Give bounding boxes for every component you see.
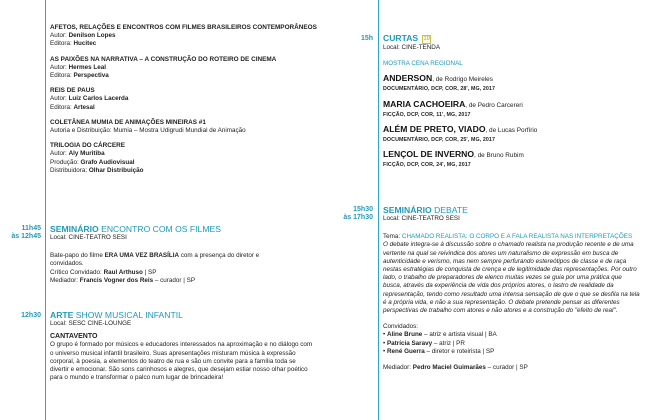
detail-value: Hucitec — [73, 40, 97, 48]
detail-value: Artesal — [73, 103, 95, 111]
film-meta: FICÇÃO, DCP, COR, 11', MG, 2017 — [383, 111, 471, 118]
bullet-icon: • — [383, 331, 387, 339]
seminario-section — [50, 224, 370, 285]
film-title: ANDERSON — [383, 73, 433, 84]
film-director: , de Pedro Carcereri — [465, 101, 523, 109]
detail-label: Autor: — [50, 32, 69, 40]
location: Local: CINE-TEATRO SESI — [383, 215, 460, 222]
film-director: , de Rodrigo Meireles — [432, 76, 493, 84]
time-range: às 17h30 — [343, 214, 373, 222]
sub-section-title: MOSTRA CENA REGIONAL — [383, 60, 463, 68]
mediator-label: Mediador: — [50, 276, 80, 284]
book-detail — [50, 40, 370, 48]
curtas-section — [383, 33, 638, 174]
critic-label: Crítico Convidado: — [50, 268, 104, 276]
mediator-suffix: – curador | SP — [485, 364, 528, 372]
book-detail — [50, 127, 370, 135]
book-title: TRILOGIA DO CÁRCERE — [50, 142, 126, 150]
book-detail — [50, 159, 370, 167]
debate-time — [335, 206, 373, 223]
section-kind: CURTAS — [383, 33, 419, 43]
bullet-icon: • — [383, 339, 387, 347]
mediator-name: Pedro Maciel Guimarães — [412, 364, 486, 372]
guest-name: Aline Brune — [386, 331, 423, 339]
guest-list — [383, 331, 641, 356]
guest-name: René Guerra — [386, 347, 425, 355]
detail-label: Editora: — [50, 72, 74, 80]
guests-label: Convidados: — [383, 323, 419, 331]
desc-post: com a presença do diretor e convidados. — [50, 252, 260, 268]
book-title: AS PAIXÕES NA NARRATIVA – A CONSTRUÇÃO DO ROTEIRO DE CINEMA — [50, 55, 277, 63]
seminario-heading — [50, 224, 370, 234]
desc-pre: Bate-papo do filme — [50, 252, 105, 260]
book-item — [50, 119, 370, 135]
film-item — [383, 73, 638, 93]
guest-role: – diretor e roteirista | SP — [424, 347, 495, 355]
detail-value: Denilson Lopes — [68, 32, 116, 40]
book-item — [50, 56, 370, 81]
curtas-time — [335, 35, 373, 43]
mediator-suffix: – curador | SP — [153, 276, 196, 284]
time-start: 12h30 — [21, 312, 41, 319]
guest-item — [383, 331, 641, 339]
film-title: ALÉM DE PRETO, VIADO — [383, 123, 486, 134]
film-meta: FICÇÃO, DCP, COR, 24', MG, 2017 — [383, 162, 471, 169]
critic-suffix: | SP — [142, 268, 157, 276]
theme-line — [383, 233, 641, 241]
film-item — [383, 149, 638, 169]
book-title: AFETOS, RELAÇÕES E ENCONTROS COM FILMES BRASILEIROS CONTEMPORÂNEOS — [50, 24, 317, 31]
section-kind: SEMINÁRIO — [50, 224, 99, 234]
book-title: COLETÂNEA MUMIA DE ANIMAÇÕES MINEIRAS #1 — [50, 118, 206, 126]
detail-label: Produção: — [50, 158, 81, 166]
guest-item — [383, 348, 641, 356]
arte-heading — [50, 310, 370, 320]
book-detail — [50, 95, 370, 103]
film-title-line — [383, 99, 638, 111]
detail-value: Aly Muritiba — [68, 150, 105, 158]
film-item — [383, 124, 638, 144]
guest-name: Patrícia Saravy — [386, 339, 433, 347]
film-director: , de Lucas Porfírio — [485, 126, 538, 134]
film-meta: DOCUMENTÁRIO, DCP, COR, 25', MG, 2017 — [383, 136, 495, 143]
critic-name: Raul Arthuso — [103, 268, 143, 276]
time-start: 11h45 — [21, 225, 41, 232]
book-detail — [50, 72, 370, 80]
seminario-time — [0, 225, 41, 242]
book-item — [50, 24, 370, 49]
film-title: MARIA CACHOEIRA — [383, 98, 466, 109]
age-rating-icon: 10 — [423, 36, 431, 42]
detail-value: Olhar Distribuição — [88, 166, 144, 174]
film-name: ERA UMA VEZ BRASÍLIA — [104, 252, 180, 260]
group-name: CANTAVENTO — [50, 333, 98, 341]
book-item — [50, 142, 370, 175]
film-item — [383, 99, 638, 119]
book-detail — [50, 150, 370, 158]
debate-description: O debate integra-se à discussão sobre o chamado realista na produção recente e de uma vertente na qual se reivindica dos atores um naturalismo de expressão em busca de autenticidade e verismo, mas nem sempre perfurando estereótipos de classe e de raça nestas estratégias de conquista de crença e de legitimidade das representações. Por outro lado, o trabalho de preparadores de elenco muitas vezes se guia por uma prática que busca, através da experiência de vida dos próprios atores, o lastro de realidade da representação, tendo como resultado uma intensa sensação de que o que se desfila na tela é a própria vida, e não a sua representação. O debate pretende pensar as diferentes perspectivas de trabalho com atores e não atores e a construção do "efeito de real". — [383, 241, 640, 315]
detail-value: Perspectiva — [73, 72, 109, 80]
book-detail — [50, 64, 370, 72]
arte-time — [0, 312, 41, 320]
book-detail — [50, 32, 370, 40]
detail-label: Autor: — [50, 150, 69, 158]
bullet-icon: • — [383, 347, 387, 355]
debate-section — [383, 205, 641, 372]
detail-value: Autoria e Distribuição: Mumia – Mostra Udigrudi Mundial de Animação — [50, 127, 246, 135]
debate-mediator-line — [383, 364, 641, 372]
right-divider-line — [378, 0, 379, 420]
location: Local: CINE-TENDA — [383, 44, 441, 51]
book-item — [50, 87, 370, 112]
theme-text: CHAMADO REALISTA: O CORPO E A FALA REALISTA NAS INTERPRETAÇÕES — [401, 233, 633, 241]
guest-role: – atriz e artista visual | BA — [422, 331, 497, 339]
critic-line — [50, 269, 370, 277]
debate-heading — [383, 205, 641, 215]
detail-value: Hermes Leal — [68, 63, 107, 71]
left-column — [50, 24, 370, 182]
film-list — [383, 73, 638, 169]
detail-label: Autor: — [50, 95, 69, 103]
guest-item — [383, 340, 641, 348]
book-detail — [50, 104, 370, 112]
section-name: DEBATE — [434, 205, 468, 215]
film-director: , de Bruno Rubim — [474, 152, 524, 160]
detail-label: Distribuidora: — [50, 166, 89, 174]
detail-value: Grafo Audiovisual — [80, 158, 135, 166]
film-title-line — [383, 149, 638, 161]
film-title: LENÇOL DE INVERNO — [383, 149, 475, 160]
section-name: ENCONTRO COM OS FILMES — [101, 224, 221, 234]
mediator-label: Mediador: — [383, 364, 413, 372]
film-meta: DOCUMENTÁRIO, DCP, COR, 28', MG, 2017 — [383, 86, 495, 93]
section-name: SHOW MUSICAL INFANTIL — [75, 310, 183, 320]
detail-label: Editora: — [50, 103, 74, 111]
detail-value: Luiz Carlos Lacerda — [68, 95, 129, 103]
mediator-name: Francis Vogner dos Reis — [79, 276, 154, 284]
time-start: 15h30 — [353, 206, 373, 213]
time-range: às 12h45 — [11, 233, 41, 241]
curtas-heading — [383, 33, 638, 44]
film-title-line — [383, 124, 638, 136]
film-title-line — [383, 73, 638, 85]
book-title: REIS DE PAUS — [50, 87, 95, 95]
section-kind: SEMINÁRIO — [383, 205, 432, 215]
seminario-description — [50, 252, 265, 268]
location: Local: CINE-TEATRO SESI — [50, 234, 127, 241]
location: Local: SESC CINE-LOUNGE — [50, 320, 132, 327]
detail-label: Autor: — [50, 63, 69, 71]
arte-section — [50, 310, 370, 382]
book-list — [50, 24, 370, 175]
section-kind: ARTE — [50, 310, 74, 320]
detail-label: Editora: — [50, 40, 74, 48]
left-divider-line — [45, 0, 46, 420]
time-start: 15h — [360, 35, 373, 42]
guest-role: – atriz | PR — [432, 339, 465, 347]
theme-label: Tema: — [383, 233, 402, 241]
book-detail — [50, 167, 370, 175]
group-description: O grupo é formado por músicos e educadores interessados na aproximação e no diálogo com o universo musical infantil brasileiro. Suas apresentações misturam música à expressão corporal, à poesia, a elementos do teatro de rua e são um convite para a família toda se divertir e emocionar. São sons carinhosos e alegres, que desejam estiar nosso olhar poético para o mundo e transformar o palco num lugar de brincadeira! — [50, 341, 313, 382]
mediator-line — [50, 277, 370, 285]
